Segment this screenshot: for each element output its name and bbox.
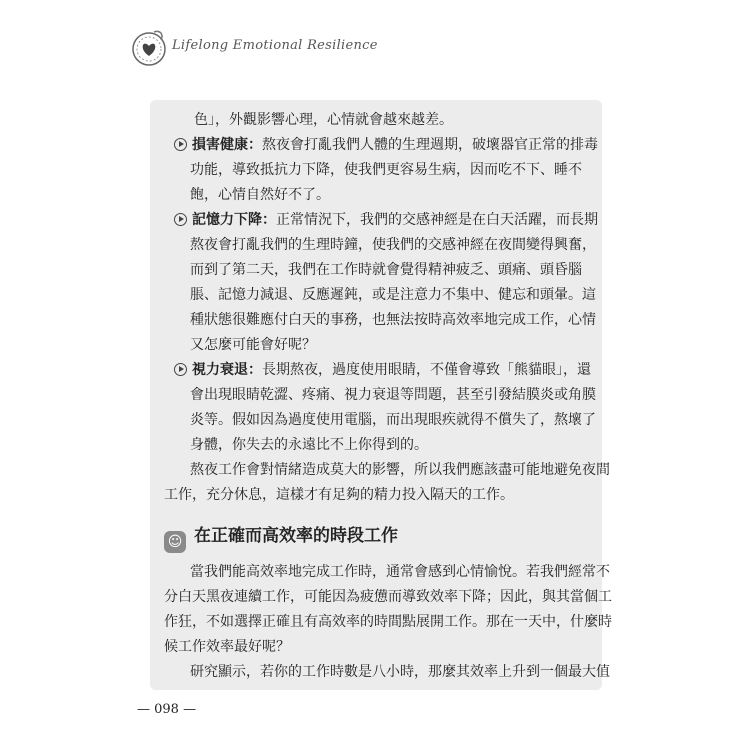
section-title: 在正確而高效率的時段工作 xyxy=(194,526,398,546)
body-text xyxy=(164,108,612,685)
text-line: 色」，外觀影響心理，心情就會越來越差。 xyxy=(194,112,453,128)
bullet-term: 視力衰退： xyxy=(192,362,262,378)
text-line: 身體，你失去的永遠比不上你得到的。 xyxy=(190,437,428,453)
text-line: 熬夜工作會對情緒造成莫大的影響，所以我們應該盡可能地避免夜間 xyxy=(190,462,610,478)
text-line: 種狀態很難應付白天的事務，也無法按時高效率地完成工作，心情 xyxy=(190,312,596,328)
smiley-icon: ☺ xyxy=(164,531,186,553)
text-line: 正常情況下，我們的交感神經是在白天活躍，而長期 xyxy=(276,212,598,228)
running-header xyxy=(130,20,530,70)
bullet-term: 記憶力下降： xyxy=(192,212,276,228)
series-title: Lifelong Emotional Resilience xyxy=(172,38,378,53)
text-line: 會出現眼睛乾澀、疼痛、視力衰退等問題，甚至引發結膜炎或角膜 xyxy=(190,387,596,403)
bullet-health xyxy=(164,133,598,158)
bullet-term: 損害健康： xyxy=(192,137,262,153)
play-bullet-icon xyxy=(174,363,187,376)
bullet-memory xyxy=(164,208,598,233)
text-line: 當我們能高效率地完成工作時，通常會感到心情愉悅。若我們經常不 xyxy=(190,564,610,580)
text-line: 而到了第二天，我們在工作時就會覺得精神疲乏、頭痛、頭昏腦 xyxy=(190,262,582,278)
text-line: 分白天黑夜連續工作，可能因為疲憊而導致效率下降；因此，與其當個工 xyxy=(164,589,612,605)
heart-sprout-logo-icon xyxy=(130,30,168,68)
text-line: 功能，導致抵抗力下降，使我們更容易生病，因而吃不下、睡不 xyxy=(190,162,582,178)
bullet-vision xyxy=(164,358,591,383)
text-line: 炎等。假如因為過度使用電腦，而出現眼疾就得不償失了，熬壞了 xyxy=(190,412,596,428)
play-bullet-icon xyxy=(174,138,187,151)
play-bullet-icon xyxy=(174,213,187,226)
text-line: 脹、記憶力減退、反應遲鈍，或是注意力不集中、健忘和頭暈。這 xyxy=(190,287,596,303)
text-line: 又怎麼可能會好呢？ xyxy=(190,337,316,353)
text-line: 長期熬夜，過度使用眼睛，不僅會導致「熊貓眼」，還 xyxy=(262,362,591,378)
text-line: 研究顯示，若你的工作時數是八小時，那麼其效率上升到一個最大值 xyxy=(190,664,610,680)
text-line: 工作，充分休息，這樣才有足夠的精力投入隔天的工作。 xyxy=(164,487,514,503)
text-line: 飽，心情自然好不了。 xyxy=(190,187,330,203)
section-heading xyxy=(164,516,588,556)
text-line: 候工作效率最好呢？ xyxy=(164,639,290,655)
text-line: 熬夜會打亂我們的生理時鐘，使我們的交感神經在夜間變得興奮， xyxy=(190,237,596,253)
page-number: — 098 — xyxy=(137,702,197,717)
text-line: 熬夜會打亂我們人體的生理週期，破壞器官正常的排毒 xyxy=(262,137,598,153)
text-line: 作狂，不如選擇正確且有高效率的時間點展開工作。那在一天中，什麼時 xyxy=(164,614,612,630)
